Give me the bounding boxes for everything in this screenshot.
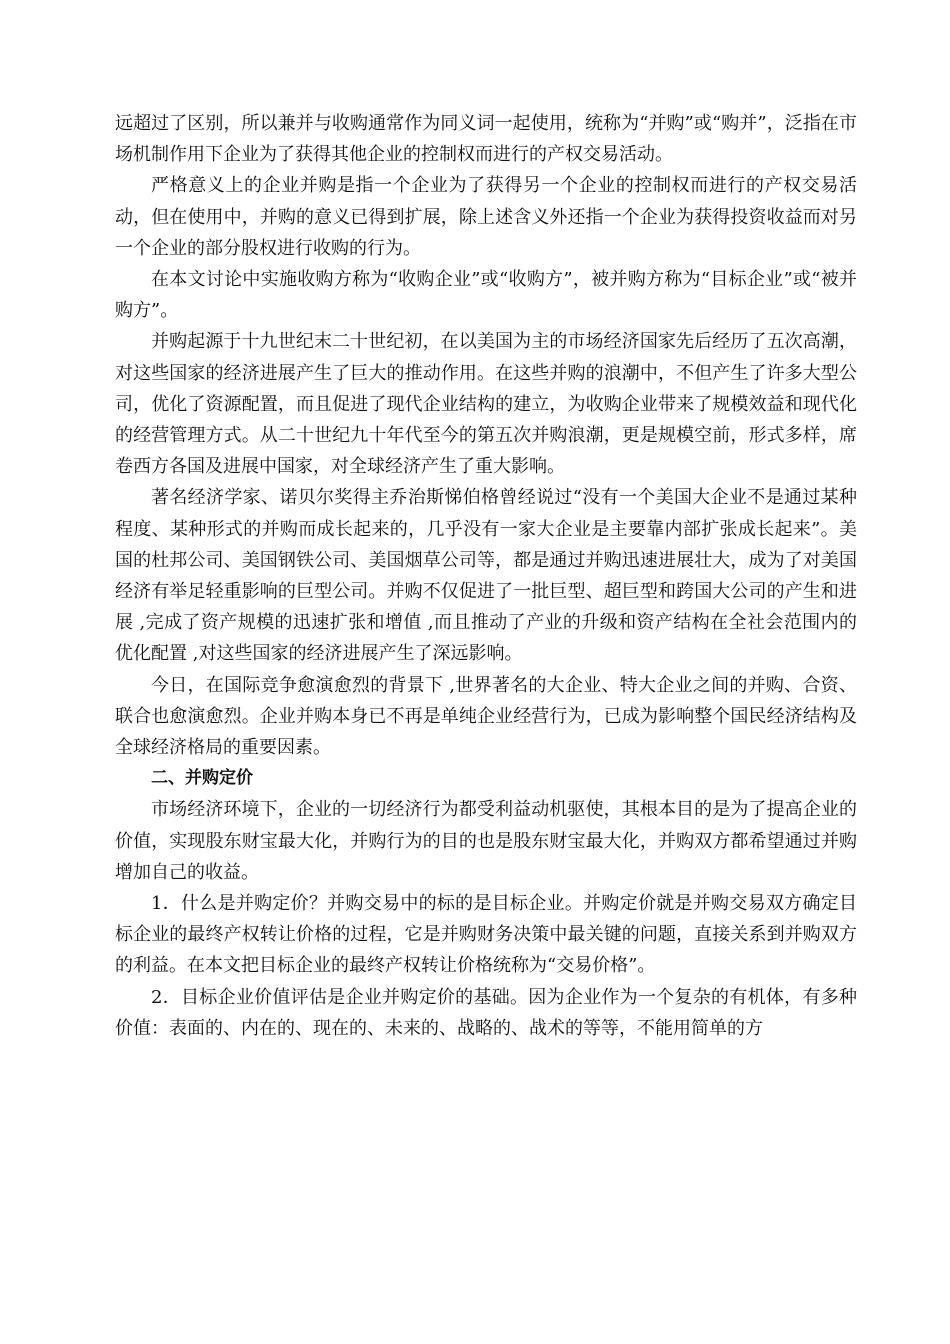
paragraph-today: 今日，在国际竞争愈演愈烈的背景下 ,世界著名的大企业、特大企业之间的并购、合资、联合也愈演愈烈。企业并购本身已不再是单纯企业经营行为，已成为影响整个国民经济结构及全球经济格局的重要因素。 [115,674,857,759]
paragraph-pricing-definition: 1．什么是并购定价？并购交易中的标的是目标企业。并购定价就是并购交易双方确定目标企业的最终产权转让价格的过程，它是并购财务决策中最关键的问题，直接关系到并购双方的利益。在本文把目标企业的最终产权转让价格统称为“交易价格”。 [115,893,857,977]
paragraph-definition-strict: 严格意义上的企业并购是指一个企业为了获得另一个企业的控制权而进行的产权交易活动，但在使用中，并购的意义已得到扩展，除上述含义外还指一个企业为获得投资收益而对另一个企业的部分股权进行收购的行为。 [115,175,857,259]
paragraph-quote: 著名经济学家、诺贝尔奖得主乔治斯悌伯格曾经说过“没有一个美国大企业不是通过某种程度、某种形式的并购而成长起来的，几乎没有一家大企业是主要靠内部扩张成长起来”。美国的杜邦公司、美国钢铁公司、美国烟草公司等，都是通过并购迅速进展壮大，成为了对美国经济有举足轻重影响的巨型公司。并购不仅促进了一批巨型、超巨型和跨国大公司的产生和进展 ,完成了资产规模的迅速扩张和增值 ,而且推动了产业的升级和资产结构在全社会范围内的优化配置 ,对这些国家的经济进展产生了深远影响。 [115,487,857,665]
document-page [115,108,857,1044]
paragraph-continuation: 远超过了区别，所以兼并与收购通常作为同义词一起使用，统称为“并购”或“购并”，泛指在市场机制作用下企业为了获得其他企业的控制权而进行的产权交易活动。 [115,113,857,166]
paragraph-history: 并购起源于十九世纪末二十世纪初，在以美国为主的市场经济国家先后经历了五次高潮，对这些国家的经济进展产生了巨大的推动作用。在这些并购的浪潮中，不但产生了许多大型公司，优化了资源配置，而且促进了现代企业结构的建立，为收购企业带来了规模效益和现代化的经营管理方式。从二十世纪九十年代至今的第五次并购浪潮，更是规模空前，形式多样，席卷西方各国及进展中国家，对全球经济产生了重大影响。 [115,331,857,478]
paragraph-terminology: 在本文讨论中实施收购方称为“收购企业”或“收购方”，被并购方称为“目标企业”或“被并购方”。 [115,269,857,322]
paragraph-valuation: 2．目标企业价值评估是企业并购定价的基础。因为企业作为一个复杂的有机体，有多种价值：表面的、内在的、现在的、未来的、战略的、战术的等等，不能用简单的方 [115,986,857,1039]
paragraph-market: 市场经济环境下，企业的一切经济行为都受利益动机驱使，其根本目的是为了提高企业的价值，实现股东财宝最大化，并购行为的目的也是股东财宝最大化，并购双方都希望通过并购增加自己的收益。 [115,799,857,883]
section-heading: 二、并购定价 [151,768,253,789]
